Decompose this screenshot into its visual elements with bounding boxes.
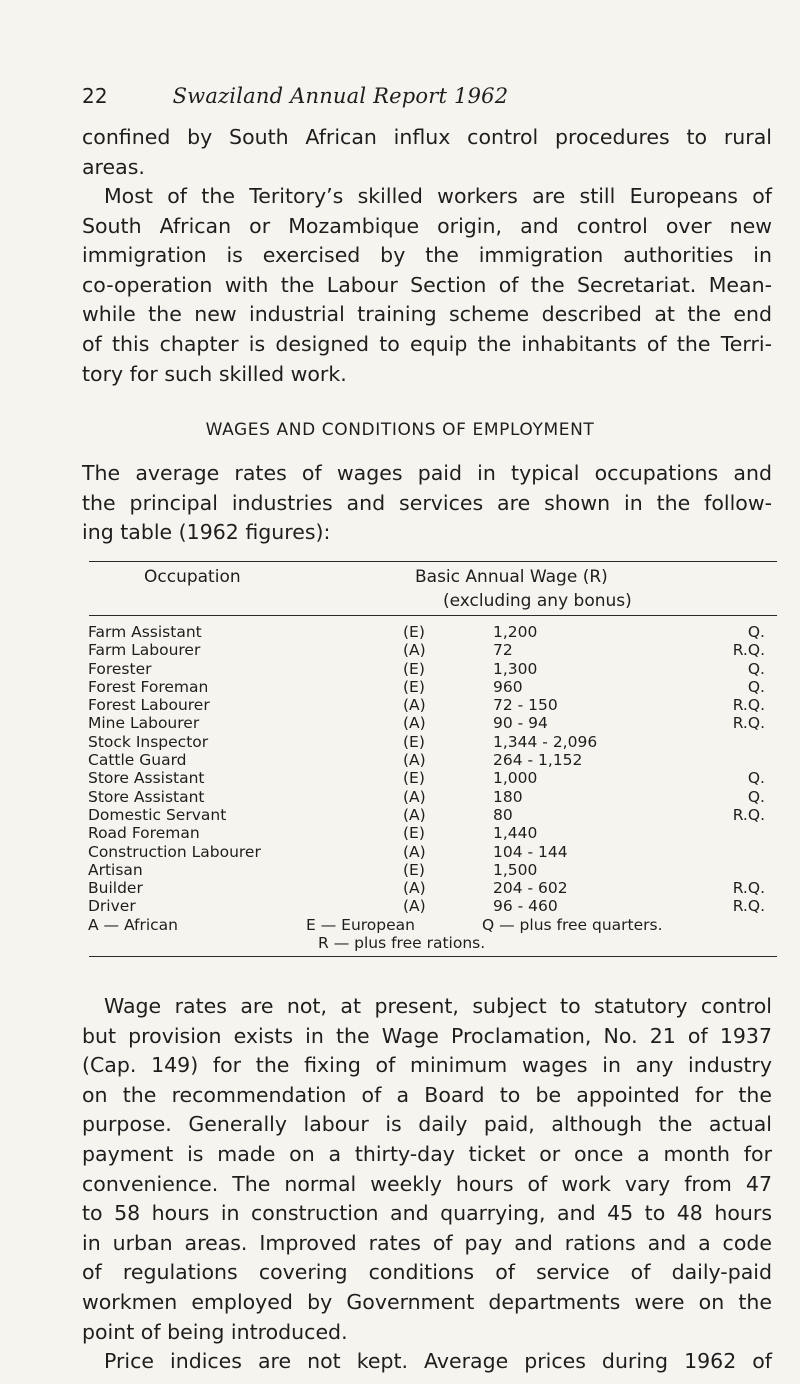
wage-cell: 90 - 94 [493, 714, 548, 733]
occupation-cell: Store Assistant [88, 787, 205, 806]
table-row [88, 769, 778, 787]
note-cell: Q. [747, 623, 765, 641]
wage-cell: 180 [493, 787, 523, 806]
wage-header-line: Basic Annual Wage (R) [415, 567, 608, 587]
occupation-cell: Cattle Guard [88, 751, 187, 770]
wage-cell: 1,440 [493, 824, 538, 843]
class-cell: (A) [403, 714, 426, 733]
text-line: (Cap. 149) for the fixing of minimum wages in any industry [82, 1053, 772, 1078]
occupation-cell: Store Assistant [88, 769, 205, 788]
class-cell: (E) [403, 824, 425, 843]
wage-cell: 72 - 150 [493, 696, 558, 715]
text-line: The average rates of wages paid in typical occupations and [82, 461, 772, 485]
text-line: in urban areas. Improved rates of pay and rations and a code [82, 1230, 772, 1255]
occupation-cell: Domestic Servant [88, 805, 227, 824]
text-line: payment is made on a thirty-day ticket or once a month for [82, 1141, 772, 1166]
section-heading: WAGES AND CONDITIONS OF EMPLOYMENT [205, 420, 595, 440]
class-cell: (A) [403, 897, 426, 916]
text-line: convenience. The normal weekly hours of work vary from 47 [82, 1171, 772, 1196]
table-row [88, 879, 778, 897]
table-row [88, 861, 778, 879]
legend-european: E — European [306, 916, 415, 934]
text-line: purpose. Generally labour is daily paid, although the actual [82, 1112, 772, 1137]
table-top-rule [89, 561, 777, 562]
occupation-cell: Farm Assistant [88, 623, 202, 641]
running-title: Swaziland Annual Report 1962 [172, 84, 509, 108]
class-cell: (E) [403, 769, 425, 788]
skilled-workers-paragraph [82, 182, 772, 389]
occupation-cell: Road Foreman [88, 824, 200, 843]
class-cell: (A) [403, 787, 426, 806]
occupation-cell: Artisan [88, 860, 143, 879]
text-line: but provision exists in the Wage Proclamation, No. 21 of 1937 [82, 1023, 772, 1048]
class-cell: (A) [403, 805, 426, 824]
table-header-rule [89, 615, 777, 616]
wage-cell: 204 - 602 [493, 879, 568, 898]
occupation-cell: Forester [88, 659, 152, 678]
legend-quarters: Q — plus free quarters. [482, 916, 663, 934]
note-cell: R.Q. [732, 879, 765, 898]
wage-cell: 264 - 1,152 [493, 751, 583, 770]
text-line: of regulations covering conditions of service of daily-paid [82, 1260, 772, 1285]
wage-cell: 960 [493, 677, 523, 696]
text-line: Price indices are not kept. Average prices during 1962 of [104, 1349, 772, 1373]
legend-african: A — African [88, 916, 178, 934]
occupation-cell: Mine Labourer [88, 714, 200, 733]
text-line: tory for such skilled work. [82, 361, 347, 386]
wage-cell: 1,300 [493, 659, 538, 678]
wage-rates-paragraph [82, 992, 772, 1347]
price-indices-paragraph [82, 1347, 772, 1377]
intro-paragraph [82, 123, 772, 182]
text-line: to 58 hours in construction and quarrying, and 45 to 48 hours [82, 1201, 772, 1226]
text-line: areas. [82, 154, 145, 179]
note-cell: R.Q. [732, 696, 765, 715]
occupation-cell: Stock Inspector [88, 732, 209, 751]
table-row [88, 806, 778, 824]
class-cell: (A) [403, 641, 426, 660]
table-row [88, 678, 778, 696]
class-cell: (A) [403, 696, 426, 715]
note-cell: Q. [747, 677, 765, 696]
note-cell: Q. [747, 659, 765, 678]
class-cell: (E) [403, 732, 425, 751]
table-row [88, 696, 778, 714]
class-cell: (E) [403, 659, 425, 678]
table-row [88, 660, 778, 678]
occupation-cell: Forest Labourer [88, 696, 210, 715]
text-line: immigration is exercised by the immigration authorities in [82, 243, 772, 268]
text-line: Wage rates are not, at present, subject to statutory control [104, 994, 772, 1018]
class-cell: (E) [403, 623, 425, 641]
class-cell: (E) [403, 677, 425, 696]
occupation-cell: Driver [88, 897, 136, 916]
legend-rations: R — plus free rations. [318, 934, 486, 952]
table-row [88, 751, 778, 769]
table-row [88, 733, 778, 751]
table-row [88, 623, 778, 641]
wage-cell: 1,200 [493, 623, 538, 641]
occupation-cell: Farm Labourer [88, 641, 201, 660]
table-legend [88, 916, 778, 954]
wage-cell: 80 [493, 805, 513, 824]
class-cell: (A) [403, 751, 426, 770]
table-row [88, 843, 778, 861]
table-row [88, 714, 778, 732]
text-line: on the recommendation of a Board to be appointed for the [82, 1082, 772, 1107]
table-row [88, 824, 778, 842]
wage-cell: 104 - 144 [493, 842, 568, 861]
table-row [88, 641, 778, 659]
wage-cell: 1,344 - 2,096 [493, 732, 598, 751]
wage-cell: 1,500 [493, 860, 538, 879]
page-header [82, 84, 508, 108]
text-line: co-operation with the Labour Section of the Secretariat. Mean- [82, 272, 772, 297]
wages-intro-paragraph [82, 459, 772, 548]
occupation-cell: Builder [88, 879, 143, 898]
note-cell: R.Q. [732, 897, 765, 916]
text-line: workmen employed by Government departments were on the [82, 1289, 772, 1314]
text-line: of this chapter is designed to equip the inhabitants of the Terri- [82, 331, 772, 356]
class-cell: (A) [403, 842, 426, 861]
occupation-cell: Construction Labourer [88, 842, 261, 861]
text-line: South African or Mozambique origin, and control over new [82, 213, 772, 238]
wage-cell: 96 - 460 [493, 897, 558, 916]
wage-table [88, 623, 778, 916]
class-cell: (A) [403, 879, 426, 898]
table-bottom-rule [89, 956, 777, 957]
text-line: while the new industrial training scheme described at the end [82, 302, 772, 327]
occupation-cell: Forest Foreman [88, 677, 209, 696]
note-cell: R.Q. [732, 805, 765, 824]
class-cell: (E) [403, 860, 425, 879]
text-line: point of being introduced. [82, 1319, 348, 1344]
table-row [88, 788, 778, 806]
column-header-occupation: Occupation [144, 567, 241, 587]
table-row [88, 897, 778, 915]
note-cell: Q. [747, 769, 765, 788]
text-line: confined by South African influx control procedures to rural [82, 125, 772, 149]
wage-cell: 72 [493, 641, 513, 660]
text-line: Most of the Teritory’s skilled workers are still Europeans of [104, 184, 772, 208]
note-cell: Q. [747, 787, 765, 806]
text-line: ing table (1962 figures): [82, 520, 331, 545]
text-line: the principal industries and services are shown in the follow- [82, 490, 772, 515]
note-cell: R.Q. [732, 641, 765, 660]
wage-header-subline: (excluding any bonus) [443, 591, 632, 611]
wage-cell: 1,000 [493, 769, 538, 788]
note-cell: R.Q. [732, 714, 765, 733]
page-number: 22 [82, 84, 108, 108]
column-header-wage [415, 565, 755, 613]
